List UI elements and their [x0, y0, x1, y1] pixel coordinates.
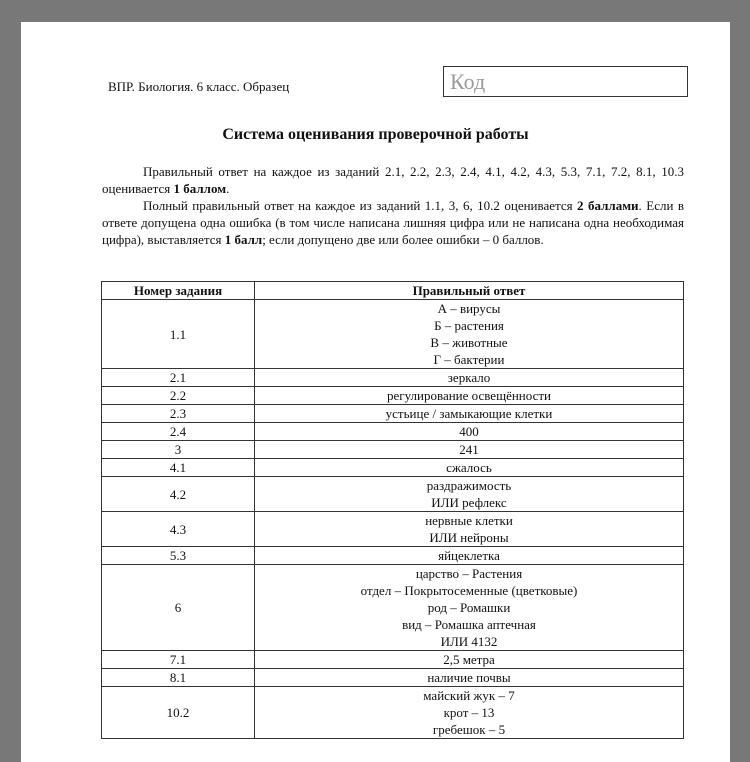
table-row [102, 423, 684, 441]
answer-line: устьице / замыкающие клетки [385, 406, 553, 421]
answer-cell [255, 687, 684, 739]
table-row [102, 565, 684, 651]
table-row [102, 405, 684, 423]
answer-line: Г – бактерии [433, 352, 505, 367]
answer-line: наличие почвы [427, 670, 511, 685]
answer-line: зеркало [447, 370, 491, 385]
table-row [102, 387, 684, 405]
answer-line: 2,5 метра [443, 652, 495, 667]
answers-table-body [102, 300, 684, 739]
task-number-cell: 4.2 [102, 477, 255, 512]
answer-line: ИЛИ нейроны [429, 530, 509, 545]
table-row [102, 547, 684, 565]
document-page [21, 22, 730, 762]
para2-bold2: 1 балл [224, 232, 263, 247]
document-header-label: ВПР. Биология. 6 класс. Образец [108, 79, 290, 94]
answer-line: А – вирусы [437, 301, 501, 316]
answer-cell [255, 651, 684, 669]
scoring-paragraph-2 [102, 197, 684, 248]
answer-line: сжалось [446, 460, 492, 475]
answer-line: Б – растения [434, 318, 504, 333]
table-row [102, 512, 684, 547]
answer-cell [255, 669, 684, 687]
page-title: Система оценивания проверочной работы [222, 126, 529, 143]
task-number-cell: 2.4 [102, 423, 255, 441]
task-number-cell: 5.3 [102, 547, 255, 565]
answer-line: отдел – Покрытосеменные (цветковые) [360, 583, 578, 598]
para1-bold: 1 баллом [173, 181, 227, 196]
answer-line: род – Ромашки [427, 600, 511, 615]
para2-bold1: 2 баллами [577, 198, 639, 213]
answer-line: яйцеклетка [438, 548, 500, 563]
task-number-cell: 2.3 [102, 405, 255, 423]
task-number-cell: 10.2 [102, 687, 255, 739]
para1-text: Правильный ответ на каждое из заданий 2.1, 2.2, 2.3, 2.4, 4.1, 4.2, 4.3, 5.3, 7.1, 7.2, 8.1, 10.3 оценивается [102, 164, 684, 196]
answer-cell [255, 423, 684, 441]
table-row [102, 441, 684, 459]
table-row [102, 369, 684, 387]
answer-line: нервные клетки [425, 513, 513, 528]
answer-line: 241 [459, 442, 479, 457]
answer-line: 400 [459, 424, 479, 439]
task-number-cell: 6 [102, 565, 255, 651]
answer-line: ИЛИ рефлекс [431, 495, 507, 510]
table-row [102, 300, 684, 369]
task-number-cell: 2.2 [102, 387, 255, 405]
answer-cell [255, 300, 684, 369]
table-row [102, 687, 684, 739]
table-row [102, 669, 684, 687]
answer-cell [255, 405, 684, 423]
task-number-cell: 1.1 [102, 300, 255, 369]
task-number-cell: 4.3 [102, 512, 255, 547]
header-correct-answer: Правильный ответ [255, 282, 684, 300]
task-number-cell: 8.1 [102, 669, 255, 687]
para2-text2: . Если в ответе допущена одна ошибка (в том числе написана лишняя цифра или не написана одна необходимая цифра), выставляется [102, 198, 684, 247]
task-number-cell: 3 [102, 441, 255, 459]
task-number-cell: 2.1 [102, 369, 255, 387]
task-number-cell: 7.1 [102, 651, 255, 669]
table-header-row [102, 282, 684, 300]
answer-cell [255, 512, 684, 547]
header-task-number: Номер задания [102, 282, 255, 300]
answer-line: ИЛИ 4132 [440, 634, 498, 649]
answer-line: В – животные [430, 335, 508, 350]
task-number-cell: 4.1 [102, 459, 255, 477]
answer-line: царство – Растения [415, 566, 523, 581]
answer-cell [255, 369, 684, 387]
answer-cell [255, 441, 684, 459]
table-row [102, 477, 684, 512]
answer-cell [255, 387, 684, 405]
table-row [102, 459, 684, 477]
para2-text3: ; если допущено две или более ошибки – 0 баллов. [262, 232, 544, 247]
answer-line: майский жук – 7 [423, 688, 515, 703]
table-row [102, 651, 684, 669]
answer-line: крот – 13 [443, 705, 495, 720]
answer-cell [255, 459, 684, 477]
scoring-paragraph-1 [102, 163, 684, 197]
answer-cell [255, 565, 684, 651]
answer-line: раздражимость [426, 478, 512, 493]
answer-cell [255, 477, 684, 512]
para1-end: . [226, 181, 230, 196]
para2-text1: Полный правильный ответ на каждое из заданий 1.1, 3, 6, 10.2 оценивается [143, 198, 578, 213]
code-field[interactable]: Код [443, 66, 688, 97]
answer-cell [255, 547, 684, 565]
answer-line: регулирование освещённости [387, 388, 551, 403]
answer-line: гребешок – 5 [432, 722, 506, 737]
answer-line: вид – Ромашка аптечная [402, 617, 536, 632]
answers-table [101, 281, 684, 739]
